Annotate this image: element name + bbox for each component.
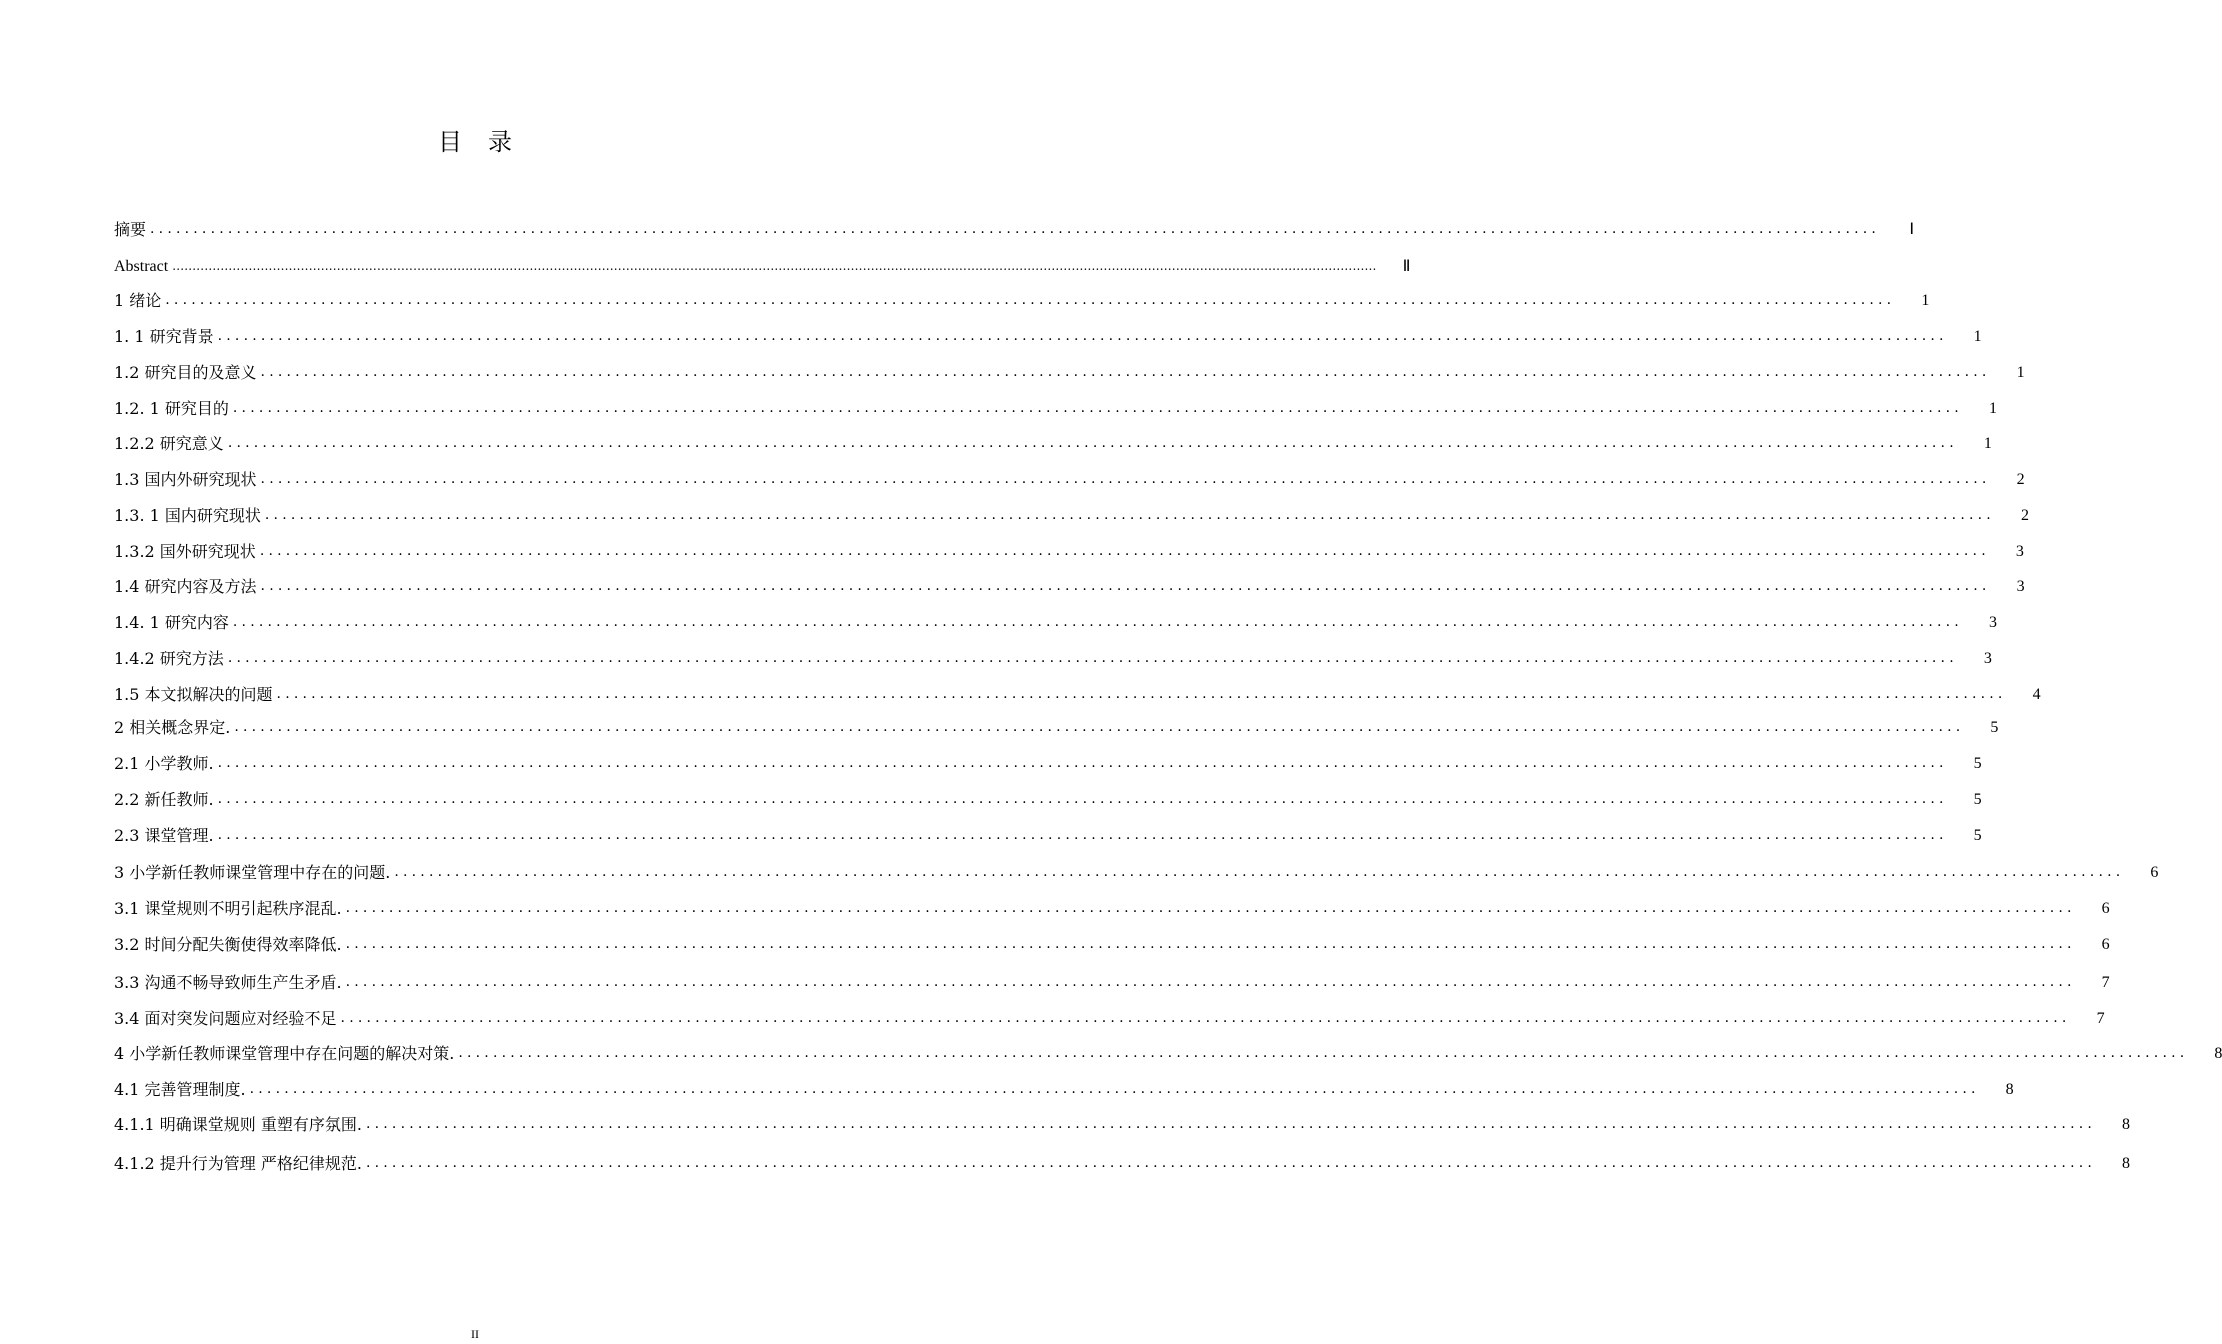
toc-entry[interactable] [114,681,2041,705]
toc-entry-page: 6 [2101,936,2110,953]
toc-entry[interactable] [114,538,2024,562]
toc-entry[interactable] [114,645,1992,669]
toc-entry-label: 3.4 面对突发问题应对经验不足 [114,1009,341,1029]
toc-entry-label: 2.3 课堂管理. [114,826,218,846]
toc-entry-page: 6 [2150,864,2159,881]
toc-entry[interactable] [114,1111,2131,1135]
toc-entry-label: Abstract [114,257,172,277]
toc-entry-label: 4.1 完善管理制度. [114,1080,250,1100]
toc-entry-label: 1.4 研究内容及方法 [114,577,261,597]
toc-entry-label: 1.4. 1 研究内容 [114,613,233,633]
toc-entry-page: 3 [1988,614,1997,631]
toc-entry[interactable] [114,287,1930,311]
toc-entry-label: 1.3 国内外研究现状 [114,470,261,490]
toc-entry[interactable] [114,573,2025,597]
toc-entry-page: 1 [1973,328,1982,345]
toc-leader-dots: ........................................................................................................................................................................................................ [345,936,2076,952]
toc-entry-label: 1.3. 1 国内研究现状 [114,506,265,526]
toc-leader-dots: ........................................................................................................................................................................................................ [227,650,1958,666]
toc-leader-dots: ........................................................................................................................................................................................................ [234,719,1965,735]
toc-entry-label: 1.4.2 研究方法 [114,649,228,669]
toc-entry[interactable] [114,466,2025,490]
toc-entry-page: 2 [2016,471,2025,488]
toc-leader-dots: ........................................................................................................................................................................................................ [232,614,1963,630]
toc-entry-label: 2.1 小学教师. [114,754,218,774]
toc-entry-page: 3 [1983,650,1992,667]
toc-leader-dots: ........................................................................................................................................................................................................ [217,791,1948,807]
toc-entry-label: 4 小学新任教师课堂管理中存在问题的解决对策. [114,1044,458,1064]
toc-leader-dots: ........................................................................................................................................................................................................ [340,1010,2071,1026]
toc-entry-page: 1 [2016,364,2025,381]
toc-entry-page: Ⅱ [1402,258,1411,275]
toc-leader-dots: ........................................................................................................................................................................................................ [345,974,2076,990]
title-char-2: 录 [488,128,512,156]
toc-entry-page: 1 [1983,435,1992,452]
toc-entry-page: 5 [1990,719,1999,736]
toc-entry[interactable] [114,1005,2105,1029]
toc-entry-label: 1 绪论 [114,291,165,311]
toc-entry-page: 5 [1973,791,1982,808]
toc-entry-label: 3.3 沟通不畅导致师生产生矛盾. [114,973,346,993]
page-number: II [471,1327,479,1341]
toc-entry-label: 4.1.2 提升行为管理 严格纪律规范. [114,1154,366,1174]
toc-entry[interactable] [114,714,1999,738]
toc-entry-page: 5 [1973,755,1982,772]
toc-entry-page: 7 [2096,1010,2105,1027]
toc-entry[interactable] [114,750,1982,774]
toc-entry-label: 3.1 课堂规则不明引起秩序混乱. [114,899,346,919]
toc-entry-page: 8 [2214,1045,2222,1062]
toc-entry[interactable] [114,895,2110,919]
toc-entry[interactable] [114,931,2110,955]
toc-leader-dots: ........................................................................................................................................................................................................ [249,1081,1980,1097]
toc-leader-dots: ........................................................................................................................................................................................................ [345,900,2076,916]
toc-leader-dots: ........................................................................................................................................................................................................ [365,1116,2097,1132]
toc-entry[interactable] [114,786,1982,810]
toc-entry-label: 1.5 本文拟解决的问题 [114,685,277,705]
toc-entry-label: 2.2 新任教师. [114,790,218,810]
toc-leader-dots: ........................................................................................................................................................................................................ [458,1045,2189,1061]
toc-leader-dots: ........................................................................................................................................................................................................ [260,364,1991,380]
toc-leader-dots: ........................................................................................................................................................................................................ [232,400,1963,416]
toc-entry-page: 2 [2020,507,2029,524]
title-char-1: 目 [438,128,462,156]
toc-leader-dots: ........................................................................................................................................................................................................ [217,755,1948,771]
toc-entry[interactable] [114,1040,2222,1064]
toc-entry-page: 1 [1921,292,1930,309]
toc-entry[interactable] [114,502,2029,526]
toc-leader-dots: ............................................................................................................................................................................................................................................................................................................ [172,259,1377,273]
toc-entry[interactable] [114,1076,2014,1100]
toc-entry-label: 1.3.2 国外研究现状 [114,542,260,562]
toc-leader-dots: ........................................................................................................................................................................................................ [217,827,1948,843]
toc-leader-dots: ........................................................................................................................................................................................................ [394,864,2125,880]
toc-leader-dots: ........................................................................................................................................................................................................ [365,1155,2097,1171]
toc-entry-label: 2 相关概念界定. [114,718,234,738]
toc-leader-dots: ........................................................................................................................................................................................................ [259,543,1990,559]
toc-leader-dots: ........................................................................................................................................................................................................ [260,578,1991,594]
toc-entry-page: 5 [1973,827,1982,844]
toc-entry-page: 3 [2016,578,2025,595]
toc-entry-page: 6 [2101,900,2110,917]
toc-entry-page: 1 [1988,400,1997,417]
toc-entry[interactable] [114,609,1997,633]
toc-entry[interactable] [114,1150,2131,1174]
toc-entry[interactable] [114,969,2110,993]
toc-leader-dots: ........................................................................................................................................................................................................ [165,292,1896,308]
toc-entry[interactable] [114,323,1982,347]
toc-leader-dots: ........................................................................................................................................................................................................ [150,221,1881,237]
toc-entry-label: 3 小学新任教师课堂管理中存在的问题. [114,863,394,883]
toc-entry[interactable] [114,216,1915,240]
toc-entry-label: 1.2.2 研究意义 [114,434,228,454]
toc-entry-page: 7 [2101,974,2110,991]
toc-leader-dots: ........................................................................................................................................................................................................ [260,471,1991,487]
toc-entry[interactable] [114,253,1411,277]
toc-leader-dots: ........................................................................................................................................................................................................ [217,328,1948,344]
toc-entry-page: 3 [2015,543,2024,560]
toc-entry-label: 4.1.1 明确课堂规则 重塑有序氛围. [114,1115,366,1135]
toc-entry-label: 摘要 [114,220,150,240]
toc-leader-dots: ........................................................................................................................................................................................................ [264,507,1995,523]
toc-entry[interactable] [114,430,1992,454]
page-title [0,122,950,157]
toc-entry[interactable] [114,859,2159,883]
toc-entry[interactable] [114,395,1997,419]
toc-entry-label: 3.2 时间分配失衡使得效率降低. [114,935,346,955]
toc-leader-dots: ........................................................................................................................................................................................................ [227,435,1958,451]
toc-entry-page: 8 [2122,1155,2131,1172]
toc-entry-page: Ⅰ [1909,221,1915,238]
toc-entry-label: 1.2 研究目的及意义 [114,363,261,383]
toc-leader-dots: ........................................................................................................................................................................................................ [276,686,2007,702]
toc-entry-label: 1. 1 研究背景 [114,327,218,347]
toc-entry[interactable] [114,359,2025,383]
toc-entry-page: 8 [2122,1116,2131,1133]
toc-entry-page: 4 [2032,686,2041,703]
toc-entry[interactable] [114,822,1982,846]
toc-entry-label: 1.2. 1 研究目的 [114,399,233,419]
toc-entry-page: 8 [2005,1081,2014,1098]
